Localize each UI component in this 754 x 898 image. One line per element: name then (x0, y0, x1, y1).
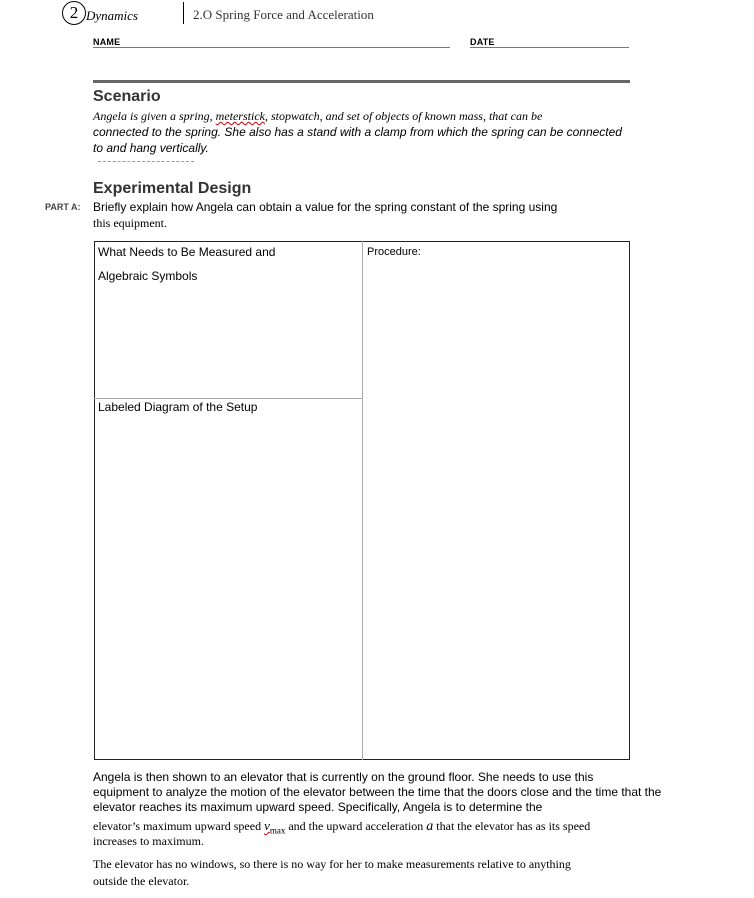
elevator-text-part: that the elevator has as its speed (433, 819, 591, 833)
measured-quantities-answer-area[interactable] (96, 288, 360, 396)
part-a-label: PART A: (45, 202, 81, 212)
elevator-line-3: elevator reaches its maximum upward speed. Specifically, Angela is to determine the (93, 800, 543, 814)
elevator-line-2: equipment to analyze the motion of the elevator between the time that the doors close and the time that the (93, 785, 662, 799)
date-field-line[interactable] (470, 47, 629, 48)
header-divider (183, 2, 184, 24)
name-label: NAME (93, 37, 121, 47)
name-field-line[interactable] (93, 47, 450, 48)
unit-number-badge: 2 (62, 1, 86, 25)
elevator-line-7 (93, 874, 189, 889)
scenario-text (93, 108, 638, 156)
experimental-design-heading: Experimental Design (93, 180, 252, 197)
vmax-subscript: max (269, 825, 286, 836)
part-a-line-2: this equipment. (93, 216, 167, 230)
vmax-symbol (264, 818, 286, 836)
section-rule (93, 80, 630, 83)
procedure-label: Procedure: (367, 246, 421, 258)
elevator-text-part: elevator’s maximum upward speed (93, 819, 265, 833)
lesson-title: 2.O Spring Force and Acceleration (193, 7, 374, 22)
scenario-text-part: , stopwatch, and set of objects of known mass, that can be (264, 109, 543, 123)
dashed-separator (98, 161, 194, 162)
elevator-text-part: The elevator has no windows, so there is no way for her to make measurements relative to anything (93, 857, 571, 871)
scenario-heading: Scenario (93, 88, 161, 105)
measured-quantities-label-2: Algebraic Symbols (98, 269, 198, 283)
vmax-v: v (264, 818, 270, 833)
elevator-line-6 (93, 857, 571, 872)
part-a-line-1: Briefly explain how Angela can obtain a value for the spring constant of the spring using (93, 200, 558, 214)
elevator-line-1: Angela is then shown to an elevator that is currently on the ground floor. She needs to use this (93, 770, 594, 784)
date-label: DATE (470, 37, 495, 47)
scenario-line-2: connected to the spring. She also has a stand with a clamp from which the spring can be connected (93, 125, 622, 139)
scenario-text-part: Angela is given a spring, (93, 109, 216, 123)
table-vertical-divider (362, 241, 363, 760)
elevator-line-5 (93, 834, 204, 849)
part-a-prompt (93, 199, 573, 231)
elevator-text-part: and the upward acceleration (285, 819, 427, 833)
diagram-answer-area[interactable] (96, 418, 360, 758)
elevator-text-part: increases to maximum. (93, 834, 204, 848)
procedure-answer-area[interactable] (364, 262, 628, 758)
elevator-text-part: outside the elevator. (93, 874, 190, 888)
scenario-line-1 (93, 108, 638, 124)
unit-name: Dynamics (86, 8, 138, 23)
scenario-line-3: to and hang vertically. (93, 141, 209, 155)
meterstick-word: meterstick (215, 109, 265, 123)
acceleration-symbol: a (426, 819, 434, 834)
diagram-label: Labeled Diagram of the Setup (98, 400, 258, 414)
measured-quantities-label-1: What Needs to Be Measured and (98, 245, 276, 259)
